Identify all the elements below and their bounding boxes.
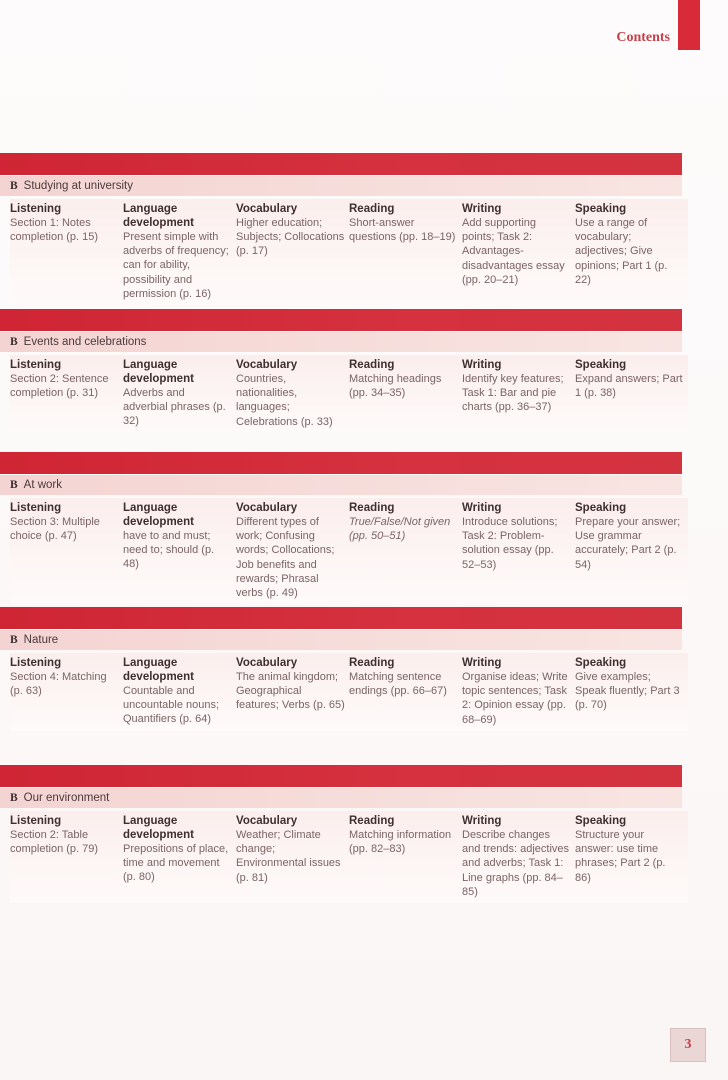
unit-section <box>0 452 682 604</box>
cell-language-development <box>123 355 236 433</box>
unit-letter: B <box>10 634 18 646</box>
unit-band <box>0 153 682 175</box>
cell-writing <box>462 355 575 433</box>
cell-speaking <box>575 355 688 433</box>
cell-reading <box>349 355 462 433</box>
cell-text: Expand answers; Part 1 (p. 38) <box>575 373 683 400</box>
cell-heading: Vocabulary <box>236 815 298 827</box>
cell-heading: Writing <box>462 657 502 669</box>
cell-text: Weather; Climate change; Environmental issues (p. 81) <box>236 829 341 884</box>
cell-heading: Speaking <box>575 815 627 827</box>
unit-title: Studying at university <box>23 180 133 192</box>
cell-heading: Writing <box>462 502 502 514</box>
cell-reading <box>349 498 462 604</box>
cell-text: The animal kingdom; Geographical features; Verbs (p. 65) <box>236 671 345 712</box>
cell-heading: Language development <box>123 815 194 841</box>
cell-reading <box>349 199 462 305</box>
unit-heading <box>0 475 682 495</box>
cell-heading: Listening <box>10 359 62 371</box>
page-title: Contents <box>616 30 670 45</box>
cell-heading: Vocabulary <box>236 657 298 669</box>
cell-language-development <box>123 653 236 731</box>
cell-language-development <box>123 811 236 903</box>
unit-title: Our environment <box>23 792 110 804</box>
cell-heading: Writing <box>462 359 502 371</box>
cell-listening <box>10 199 123 305</box>
unit-grid <box>0 199 682 305</box>
unit-grid <box>0 811 682 903</box>
cell-listening <box>10 653 123 731</box>
cell-language-development <box>123 199 236 305</box>
unit-heading <box>0 176 682 196</box>
cell-heading: Speaking <box>575 359 627 371</box>
cell-text: Identify key features; Task 1: Bar and pie charts (pp. 36–37) <box>462 373 564 414</box>
unit-section <box>0 153 682 305</box>
unit-letter: B <box>10 180 18 192</box>
cell-heading: Speaking <box>575 657 627 669</box>
cell-heading: Speaking <box>575 502 627 514</box>
cell-listening <box>10 811 123 903</box>
cell-text: Section 1: Notes completion (p. 15) <box>10 217 99 244</box>
cell-heading: Listening <box>10 502 62 514</box>
cell-writing <box>462 498 575 604</box>
unit-grid <box>0 498 682 604</box>
cell-writing <box>462 811 575 903</box>
cell-text: Higher education; Subjects; Collocations (p. 17) <box>236 217 345 258</box>
unit-section <box>0 309 682 433</box>
cell-listening <box>10 498 123 604</box>
cell-text: Adverbs and adverbial phrases (p. 32) <box>123 387 226 428</box>
cell-text: Countable and uncountable nouns; Quantifiers (p. 64) <box>123 685 220 726</box>
cell-listening <box>10 355 123 433</box>
cell-text: Use a range of vocabulary; adjectives; Give opinions; Part 1 (p. 22) <box>575 217 668 286</box>
cell-language-development <box>123 498 236 604</box>
cell-text: Matching headings (pp. 34–35) <box>349 373 442 400</box>
cell-reading <box>349 653 462 731</box>
cell-heading: Vocabulary <box>236 359 298 371</box>
cell-heading: Speaking <box>575 203 627 215</box>
cell-heading: Language development <box>123 359 194 385</box>
unit-letter: B <box>10 479 18 491</box>
cell-heading: Reading <box>349 203 395 215</box>
unit-band <box>0 309 682 331</box>
unit-band <box>0 452 682 474</box>
cell-vocabulary <box>236 653 349 731</box>
cell-vocabulary <box>236 355 349 433</box>
cell-heading: Reading <box>349 657 395 669</box>
cell-vocabulary <box>236 199 349 305</box>
unit-title: Nature <box>23 634 59 646</box>
cell-text: Describe changes and trends: adjectives and adverbs; Task 1: Line graphs (pp. 84–85) <box>462 829 570 898</box>
cell-text: Matching sentence endings (pp. 66–67) <box>349 671 447 698</box>
unit-letter: B <box>10 336 18 348</box>
cell-reading <box>349 811 462 903</box>
unit-grid <box>0 355 682 433</box>
cell-text: Add supporting points; Task 2: Advantages-disadvantages essay (pp. 20–21) <box>462 217 565 286</box>
cell-text: Prepositions of place, time and movement (p. 80) <box>123 843 229 884</box>
cell-vocabulary <box>236 811 349 903</box>
unit-grid <box>0 653 682 731</box>
cell-heading: Listening <box>10 815 62 827</box>
cell-text: Present simple with adverbs of frequency; can for ability, possibility and permission (p. 16) <box>123 231 229 300</box>
cell-text: Prepare your answer; Use grammar accurately; Part 2 (p. 54) <box>575 516 681 571</box>
cell-heading: Vocabulary <box>236 203 298 215</box>
cell-text: Matching information (pp. 82–83) <box>349 829 452 856</box>
cell-heading: Reading <box>349 359 395 371</box>
cell-writing <box>462 199 575 305</box>
cell-heading: Writing <box>462 203 502 215</box>
cell-text: True/False/Not given (pp. 50–51) <box>349 516 451 543</box>
cell-heading: Listening <box>10 203 62 215</box>
unit-band <box>0 607 682 629</box>
cell-heading: Vocabulary <box>236 502 298 514</box>
unit-heading <box>0 630 682 650</box>
cell-text: Section 2: Table completion (p. 79) <box>10 829 99 856</box>
unit-heading <box>0 788 682 808</box>
cell-vocabulary <box>236 498 349 604</box>
cell-text: Section 2: Sentence completion (p. 31) <box>10 373 109 400</box>
cell-text: Introduce solutions; Task 2: Problem-solution essay (pp. 52–53) <box>462 516 558 571</box>
cell-heading: Reading <box>349 502 395 514</box>
cell-text: Different types of work; Confusing words; Collocations; Job benefits and rewards; Phrasal verbs (p. 49) <box>236 516 335 600</box>
cell-heading: Language development <box>123 657 194 683</box>
unit-band <box>0 765 682 787</box>
unit-title: Events and celebrations <box>23 336 147 348</box>
cell-heading: Writing <box>462 815 502 827</box>
cell-text: Organise ideas; Write topic sentences; Task 2: Opinion essay (pp. 68–69) <box>462 671 568 726</box>
cell-speaking <box>575 811 688 903</box>
unit-letter: B <box>10 792 18 804</box>
cell-speaking <box>575 498 688 604</box>
cell-heading: Reading <box>349 815 395 827</box>
cell-text: Give examples; Speak fluently; Part 3 (p. 70) <box>575 671 680 712</box>
cell-text: Section 3: Multiple choice (p. 47) <box>10 516 100 543</box>
cell-text: Countries, nationalities, languages; Celebrations (p. 33) <box>236 373 333 428</box>
cell-text: Structure your answer: use time phrases; Part 2 (p. 86) <box>575 829 666 884</box>
unit-heading <box>0 332 682 352</box>
unit-section <box>0 607 682 731</box>
cell-text: Short-answer questions (pp. 18–19) <box>349 217 456 244</box>
unit-title: At work <box>23 479 63 491</box>
page-number: 3 <box>670 1028 706 1062</box>
unit-section <box>0 765 682 903</box>
cell-speaking <box>575 199 688 305</box>
cell-heading: Language development <box>123 203 194 229</box>
cell-writing <box>462 653 575 731</box>
cell-heading: Listening <box>10 657 62 669</box>
cell-heading: Language development <box>123 502 194 528</box>
cell-speaking <box>575 653 688 731</box>
corner-accent-tab <box>678 0 700 50</box>
cell-text: have to and must; need to; should (p. 48) <box>123 530 215 571</box>
cell-text: Section 4: Matching (p. 63) <box>10 671 107 698</box>
